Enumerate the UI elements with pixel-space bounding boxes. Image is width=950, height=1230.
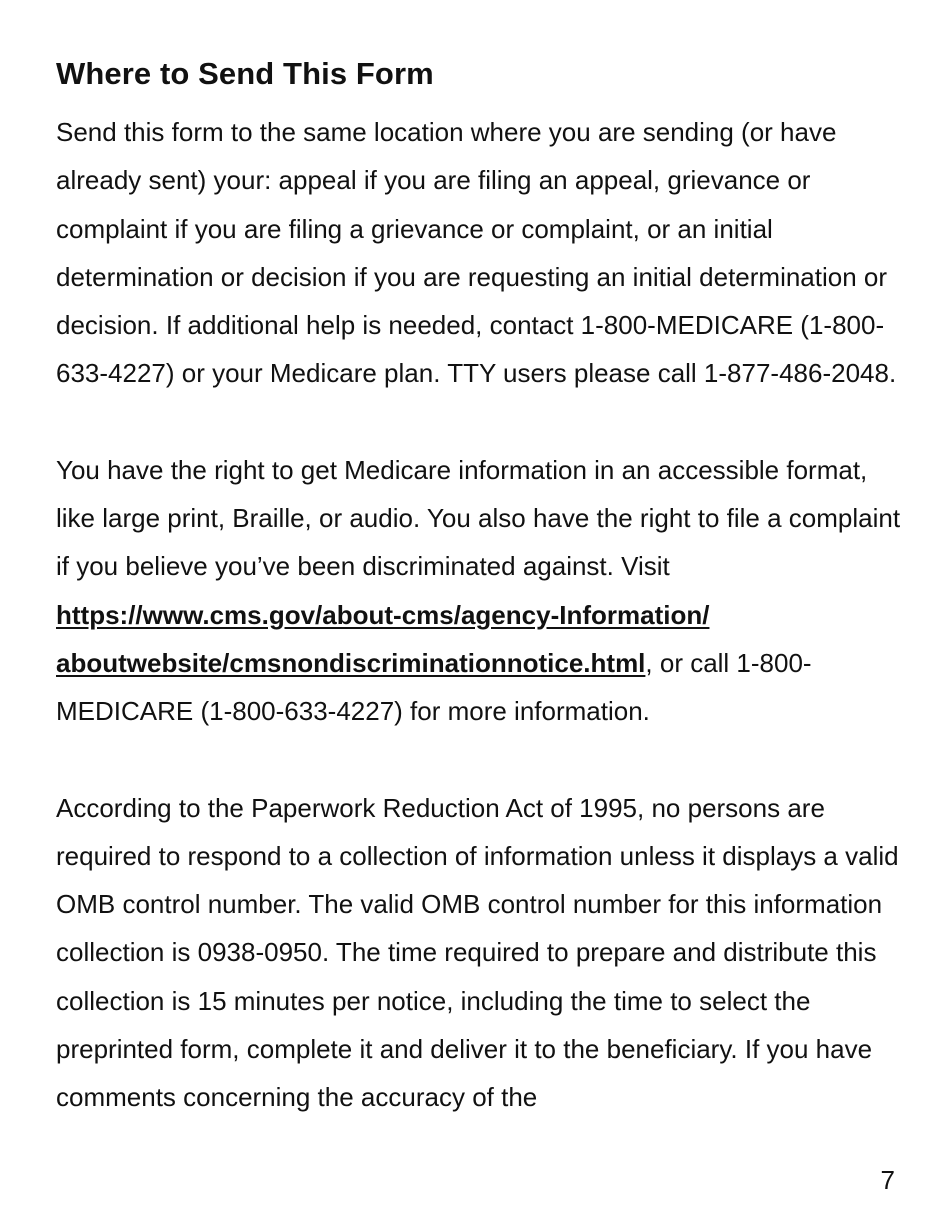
link-text-part-1: https://www.cms.gov/about-cms/agency-Information/ bbox=[56, 599, 710, 630]
page-number: 7 bbox=[880, 1165, 895, 1195]
accessibility-paragraph bbox=[56, 446, 906, 736]
nondiscrimination-notice-link[interactable] bbox=[56, 600, 709, 678]
link-text-part-2: aboutwebsite/cmsnondiscriminationnotice.html bbox=[56, 647, 646, 678]
accessibility-text: You have the right to get Medicare information in an accessible format, like large print, Braille, or audio. You also have the right to file a complaint if you believe you’ve been discriminated against. Visit bbox=[56, 454, 901, 582]
section-heading: Where to Send This Form bbox=[56, 56, 434, 91]
accessibility-text-after-link: , or call 1-800-MEDICARE (1-800-633-4227) for more information. bbox=[56, 647, 812, 727]
where-to-send-paragraph: Send this form to the same location where you are sending (or have already sent) your: appeal if you are filing an appeal, grievance or complaint if you are filing a grievance or complaint, or an initial determination or decision if you are requesting an initial determination or decision. If additional help is needed, contact 1-800-MEDICARE (1-800-633-4227) or your Medicare plan. TTY users please call 1-877-486-2048. bbox=[56, 117, 897, 389]
document-page bbox=[56, 52, 906, 1122]
paperwork-reduction-paragraph: According to the Paperwork Reduction Act of 1995, no persons are required to respond to a collection of information unless it displays a valid OMB control number. The valid OMB control number for this information collection is 0938-0950. The time required to prepare and distribute this collection is 15 minutes per notice, including the time to select the preprinted form, complete it and deliver it to the beneficiary. If you have comments concerning the accuracy of the bbox=[56, 792, 899, 1113]
